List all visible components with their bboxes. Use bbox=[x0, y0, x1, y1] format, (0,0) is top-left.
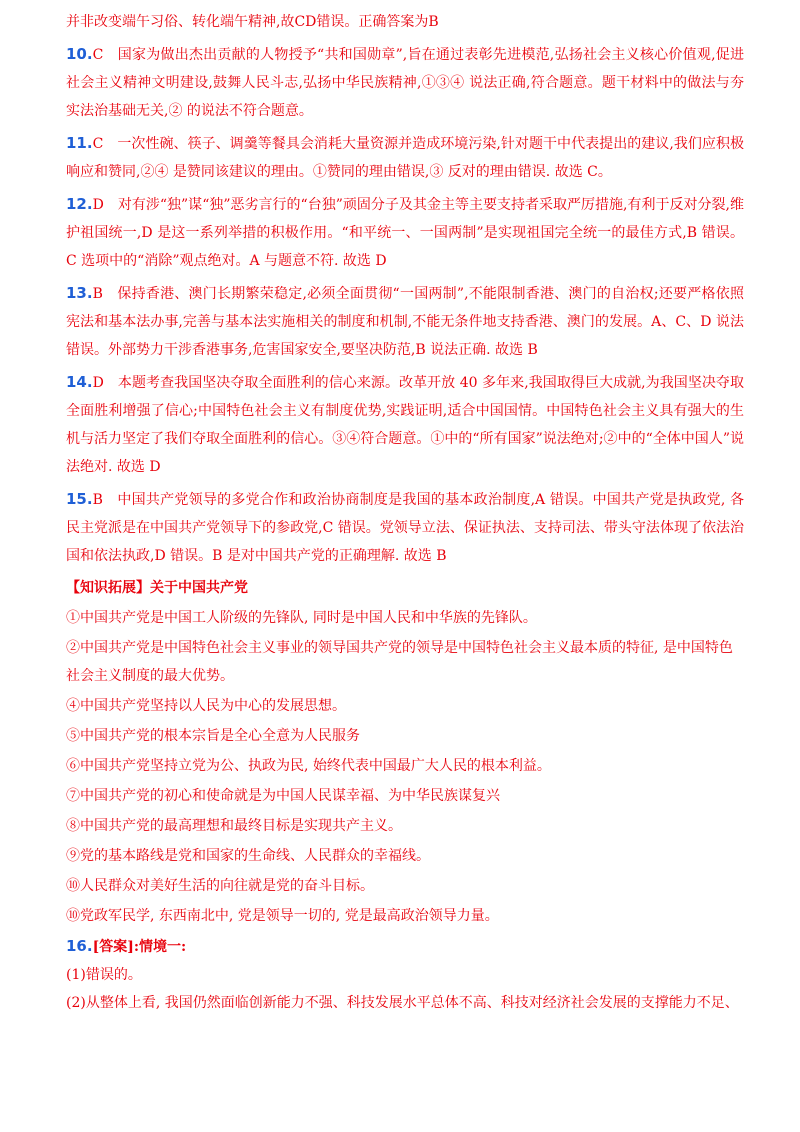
answer-label: B bbox=[92, 492, 103, 508]
answer-number: 10. bbox=[66, 45, 93, 63]
answer-explanation: 保持香港、澳门长期繁荣稳定,必须全面贯彻“一国两制”,不能限制香港、澳门的自治权;还要严格依照宪法和基本法办事,完善与基本法实施相关的制度和机制,不能无条件地支持香港、澳门的发展。A、C、D 说法错误。外部势力干涉香港事务,危害国家安全,要坚决防范,B 说法正确. 故选 B bbox=[66, 286, 744, 358]
knowledge-item: ④中国共产党坚持以人民为中心的发展思想。 bbox=[66, 698, 346, 714]
q16-heading-text: [答案]:情境一: bbox=[92, 939, 187, 955]
knowledge-item: ⑧中国共产党的最高理想和最终目标是实现共产主义。 bbox=[66, 818, 402, 834]
answer-number: 12. bbox=[66, 195, 93, 213]
answer-13 bbox=[66, 279, 744, 364]
knowledge-item: ⑥中国共产党坚持立党为公、执政为民, 始终代表中国最广大人民的根本利益。 bbox=[66, 758, 551, 774]
knowledge-item: ⑦中国共产党的初心和使命就是为中国人民谋幸福、为中华民族谋复兴 bbox=[66, 788, 500, 804]
q16-heading bbox=[66, 932, 744, 961]
answer-number: 11. bbox=[66, 134, 93, 152]
q16-line: (2)从整体上看, 我国仍然面临创新能力不强、科技发展水平总体不高、科技对经济社会发展的支撑能力不足、 bbox=[66, 995, 739, 1011]
knowledge-item: ⑩人民群众对美好生活的向往就是党的奋斗目标。 bbox=[66, 878, 374, 894]
q16-number: 16. bbox=[66, 937, 93, 955]
answer-11 bbox=[66, 129, 744, 186]
knowledge-item: ①中国共产党是中国工人阶级的先锋队, 同时是中国人民和中华族的先锋队。 bbox=[66, 610, 537, 626]
answer-label: D bbox=[92, 375, 104, 391]
q16-line: (1)错误的。 bbox=[66, 967, 142, 983]
answer-explanation: 对有涉“独”谋“独”恶劣言行的“台独”顽固分子及其金主等主要支持者采取严厉措施,有利于反对分裂,维护祖国统一,D 是这一系列举措的积极作用。“和平统一、一国两制”是实现祖国完全统一的最佳方式,B 错误。C 选项中的“消除”观点绝对。A 与题意不符. 故选 D bbox=[66, 197, 744, 269]
knowledge-item: ⑤中国共产党的根本宗旨是全心全意为人民服务 bbox=[66, 728, 360, 744]
knowledge-item: ⑩党政军民学, 东西南北中, 党是领导一切的, 党是最高政治领导力量。 bbox=[66, 908, 499, 924]
answer-14 bbox=[66, 368, 744, 481]
answer-label: D bbox=[92, 197, 104, 213]
answer-explanation: 中国共产党领导的多党合作和政治协商制度是我国的基本政治制度,A 错误。中国共产党是执政党, 各民主党派是在中国共产党领导下的参政党,C 错误。党领导立法、保证执法、支持司法、带头守法体现了依法治国和依法执政,D 错误。B 是对中国共产党的正确理解. 故选 B bbox=[66, 492, 744, 564]
answers-list bbox=[66, 40, 744, 570]
answer-label: C bbox=[92, 136, 104, 152]
answer-number: 14. bbox=[66, 373, 93, 391]
question-16 bbox=[66, 932, 744, 1017]
answer-15 bbox=[66, 485, 744, 570]
knowledge-heading: 【知识拓展】关于中国共产党 bbox=[66, 580, 248, 596]
knowledge-item: ②中国共产党是中国特色社会主义事业的领导国共产党的领导是中国特色社会主义最本质的特征, 是中国特色社会主义制度的最大优势。 bbox=[66, 640, 733, 684]
answer-12 bbox=[66, 190, 744, 275]
answer-label: B bbox=[92, 286, 103, 302]
answer-explanation: 一次性碗、筷子、调羹等餐具会消耗大量资源并造成环境污染,针对题干中代表提出的建议,我们应积极响应和赞同,②④ 是赞同该建议的理由。①赞同的理由错误,③ 反对的理由错误. 故选 C。 bbox=[66, 136, 744, 180]
answer-number: 13. bbox=[66, 284, 93, 302]
knowledge-section bbox=[66, 574, 744, 930]
answer-label: C bbox=[92, 47, 104, 63]
answer-explanation: 本题考查我国坚决夺取全面胜利的信心来源。改革开放 40 多年来,我国取得巨大成就,为我国坚决夺取全面胜利增强了信心;中国特色社会主义有制度优势,实践证明,适合中国国情。中国特色社会主义具有强大的生机与活力坚定了我们夺取全面胜利的信心。③④符合题意。①中的“所有国家”说法绝对;②中的“全体中国人”说法绝对. 故选 D bbox=[66, 375, 744, 475]
answer-10 bbox=[66, 40, 744, 125]
intro-line: 并非改变端午习俗、转化端午精神,故CD错误。正确答案为B bbox=[66, 14, 439, 30]
answer-number: 15. bbox=[66, 490, 93, 508]
answer-explanation: 国家为做出杰出贡献的人物授予“共和国勋章”,旨在通过表彰先进模范,弘扬社会主义核心价值观,促进社会主义精神文明建设,鼓舞人民斗志,弘扬中华民族精神,①③④ 说法正确,符合题意。题干材料中的做法与夯实法治基础无关,② 的说法不符合题意。 bbox=[66, 47, 744, 119]
knowledge-item: ⑨党的基本路线是党和国家的生命线、人民群众的幸福线。 bbox=[66, 848, 430, 864]
